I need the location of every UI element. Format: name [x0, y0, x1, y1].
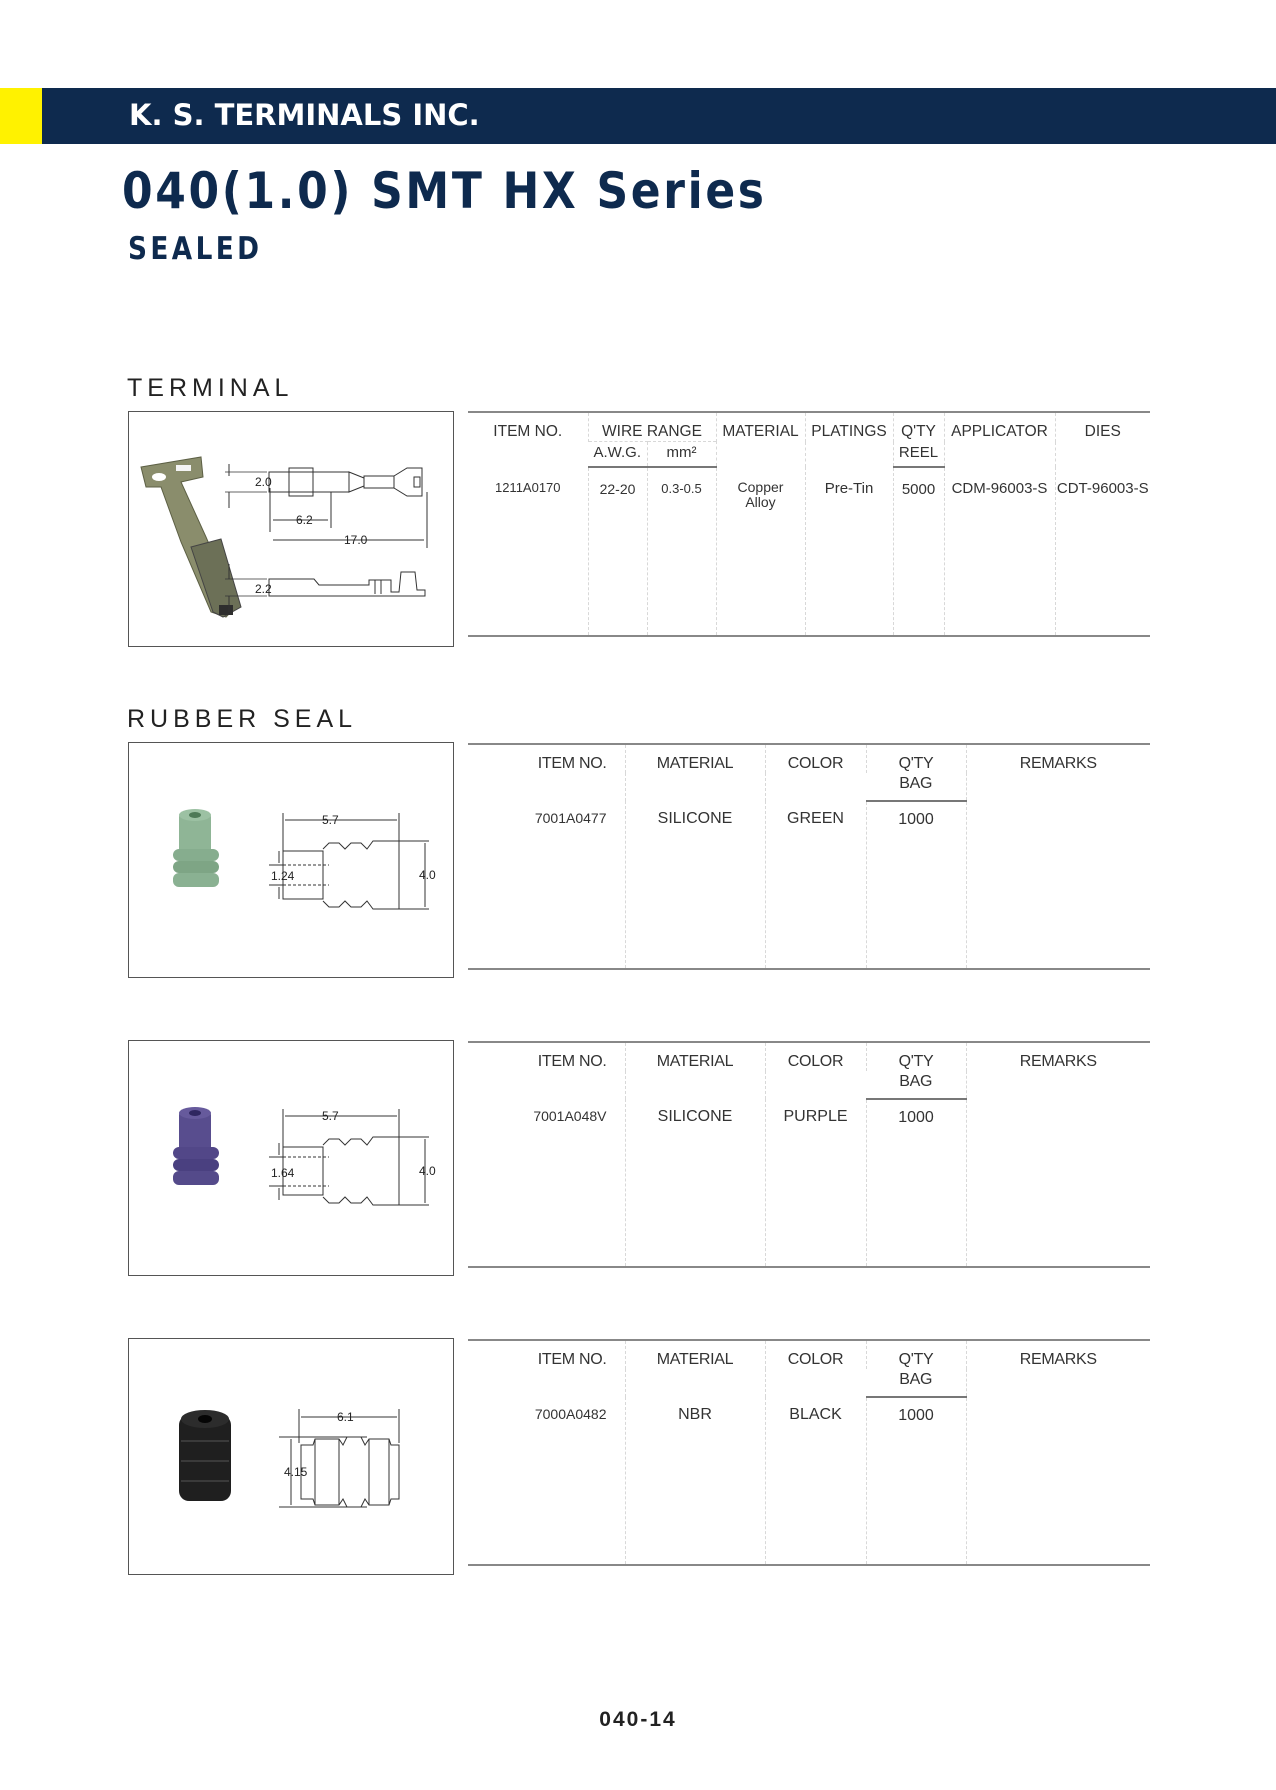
header-material: MATERIAL [625, 1042, 765, 1099]
header-qty: Q'TY [866, 1042, 966, 1071]
cell-color: PURPLE [765, 1099, 866, 1267]
table-row [468, 1397, 1150, 1565]
header-qty: Q'TY [893, 412, 944, 442]
cell-dies: CDT-96003-S [1055, 467, 1150, 636]
terminal-spec-table [468, 411, 1150, 637]
svg-text:4.15: 4.15 [284, 1465, 308, 1479]
cell-qty: 5000 [893, 467, 944, 636]
svg-text:4.0: 4.0 [419, 1164, 436, 1178]
header-qty-unit: REEL [893, 442, 944, 467]
cell-qty: 1000 [866, 801, 966, 969]
seal-photo [173, 1107, 219, 1185]
seal-spec-table-green [468, 743, 1150, 970]
header-platings: PLATINGS [805, 412, 893, 467]
series-title: 040(1.0) SMT HX Series [122, 162, 767, 220]
seal-image-black [128, 1338, 454, 1575]
header-qty-unit: BAG [866, 1071, 966, 1099]
table-row [468, 801, 1150, 969]
header-wire-range: WIRE RANGE [588, 412, 716, 442]
header-bar [0, 88, 1276, 144]
seal-image-purple [128, 1040, 454, 1276]
cell-remarks [966, 1397, 1150, 1565]
table-row [468, 467, 1150, 636]
svg-text:2.2: 2.2 [255, 582, 272, 596]
header-remarks: REMARKS [966, 744, 1150, 801]
seal-drawing-icon [129, 1041, 455, 1277]
cell-material: SILICONE [625, 1099, 765, 1267]
cell-item-no: 7000A0482 [468, 1397, 625, 1565]
header-material: MATERIAL [625, 1340, 765, 1397]
svg-text:1.24: 1.24 [271, 869, 295, 883]
cell-material: Copper Alloy [716, 467, 805, 636]
cell-item-no: 7001A048V [468, 1099, 625, 1267]
page-number: 040-14 [599, 1708, 677, 1731]
header-mm2: mm² [647, 442, 716, 467]
header-qty-unit: BAG [866, 1369, 966, 1397]
header-item-no: ITEM NO. [468, 1042, 625, 1099]
terminal-image [128, 411, 454, 647]
cell-material: NBR [625, 1397, 765, 1565]
terminal-photo [141, 457, 241, 617]
header-material: MATERIAL [625, 744, 765, 801]
cell-color: BLACK [765, 1397, 866, 1565]
header-color: COLOR [765, 1340, 866, 1397]
seal-drawing-icon [129, 743, 455, 979]
header-accent [0, 88, 42, 144]
cell-awg: 22-20 [588, 467, 647, 636]
cell-qty: 1000 [866, 1099, 966, 1267]
cell-mm2: 0.3-0.5 [647, 467, 716, 636]
cell-item-no: 1211A0170 [468, 467, 588, 636]
terminal-drawing-icon [129, 412, 455, 648]
header-dies: DIES [1055, 412, 1150, 467]
header-qty-unit: BAG [866, 773, 966, 801]
terminal-section-label: TERMINAL [127, 374, 294, 402]
header-color: COLOR [765, 1042, 866, 1099]
seal-photo [173, 809, 219, 887]
cell-material: SILICONE [625, 801, 765, 969]
header-item-no: ITEM NO. [468, 744, 625, 801]
header-applicator: APPLICATOR [944, 412, 1055, 467]
cell-qty: 1000 [866, 1397, 966, 1565]
header-item-no: ITEM NO. [468, 1340, 625, 1397]
seal-spec-table-purple [468, 1041, 1150, 1268]
series-subtitle: SEALED [128, 231, 263, 267]
header-material: MATERIAL [716, 412, 805, 467]
svg-text:4.0: 4.0 [419, 868, 436, 882]
header-color: COLOR [765, 744, 866, 801]
cell-item-no: 7001A0477 [468, 801, 625, 969]
svg-text:17.0: 17.0 [344, 533, 368, 547]
cell-platings: Pre-Tin [805, 467, 893, 636]
rubber-seal-section-label: RUBBER SEAL [127, 705, 358, 733]
seal-drawing-icon [129, 1339, 455, 1576]
cell-applicator: CDM-96003-S [944, 467, 1055, 636]
header-item-no: ITEM NO. [468, 412, 588, 467]
header-remarks: REMARKS [966, 1042, 1150, 1099]
svg-text:5.7: 5.7 [322, 813, 339, 827]
svg-text:6.1: 6.1 [337, 1410, 354, 1424]
header-awg: A.W.G. [588, 442, 647, 467]
dim-2-0: 2.0 [255, 475, 272, 489]
company-name: K. S. TERMINALS INC. [129, 98, 480, 132]
seal-spec-table-black [468, 1339, 1150, 1566]
table-row [468, 1099, 1150, 1267]
seal-photo [179, 1410, 231, 1501]
header-qty: Q'TY [866, 1340, 966, 1369]
svg-text:1.64: 1.64 [271, 1166, 295, 1180]
header-qty: Q'TY [866, 744, 966, 773]
cell-remarks [966, 1099, 1150, 1267]
header-remarks: REMARKS [966, 1340, 1150, 1397]
svg-text:5.7: 5.7 [322, 1109, 339, 1123]
svg-text:6.2: 6.2 [296, 513, 313, 527]
cell-remarks [966, 801, 1150, 969]
seal-image-green [128, 742, 454, 978]
cell-color: GREEN [765, 801, 866, 969]
